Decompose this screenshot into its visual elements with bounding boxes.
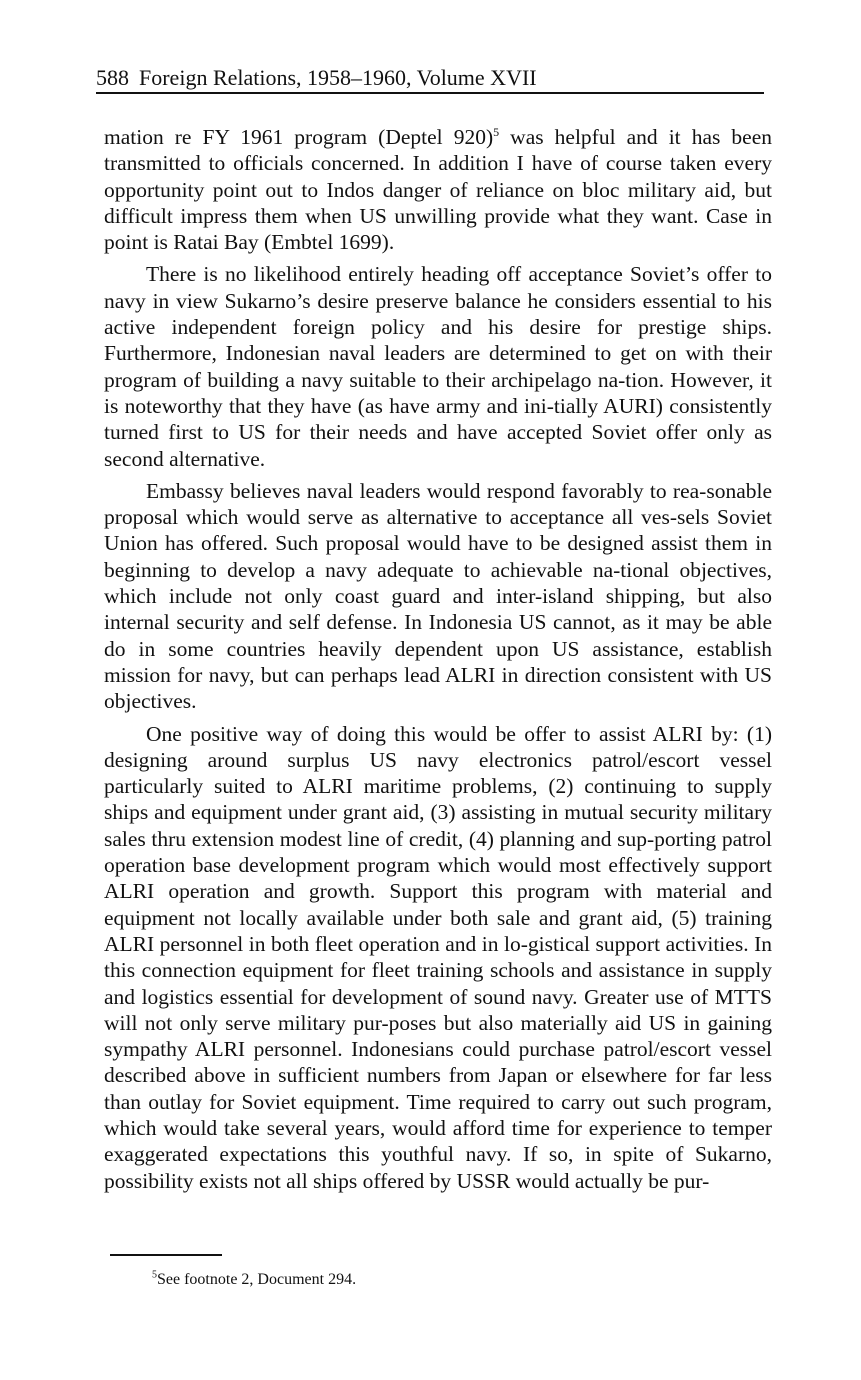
- footnote-marker: 5: [152, 1269, 157, 1281]
- running-head: [96, 64, 764, 92]
- footnote-rule: [110, 1254, 222, 1256]
- footnote-text: See footnote 2, Document 294.: [157, 1271, 357, 1288]
- paragraph-3: Embassy believes naval leaders would respond favorably to rea-sonable proposal which would serve as alternative to acceptance all ves-sels Soviet Union has offered. Such proposal would have to be designed assist them in beginning to develop a navy adequate to achievable na-tional objectives, which include not only coast guard and inter-island shipping, but also internal security and self defense. In Indonesia US cannot, as it may be able do in some countries heavily dependent upon US assistance, establish mission for navy, but can perhaps lead ALRI in direction consistent with US objectives.: [104, 478, 772, 714]
- paragraph-1-text-b: was helpful and it has been transmitted to officials concerned. In addition I have of course taken every opportunity point out to Indos danger of reliance on bloc military aid, but difficult impress them when US unwilling provide what they want. Case in point is Ratai Bay (Embtel 1699).: [104, 125, 772, 255]
- paragraph-1: [104, 124, 772, 255]
- page-number: 588: [96, 65, 129, 90]
- footnote-reference: 5: [493, 124, 500, 139]
- paragraph-1-text-a: mation re FY 1961 program (Deptel 920): [104, 125, 494, 149]
- footnote: [152, 1270, 356, 1290]
- volume-title: Foreign Relations, 1958–1960, Volume XVII: [139, 65, 537, 90]
- body-text: [104, 124, 772, 1200]
- header-rule: [96, 92, 764, 94]
- paragraph-4: One positive way of doing this would be offer to assist ALRI by: (1) designing around surplus US navy electronics patrol/escort vessel particularly suited to ALRI maritime problems, (2) continuing to supply ships and equipment under grant aid, (3) assisting in mutual security military sales thru extension modest line of credit, (4) planning and sup-porting patrol operation base development program which would most effectively support ALRI operation and growth. Support this program with material and equipment not locally available under both sale and grant aid, (5) training ALRI personnel in both fleet operation and in lo-gistical support activities. In this connection equipment for fleet training schools and assistance in supply and logistics essential for development of sound navy. Greater use of MTTS will not only serve military pur-poses but also materially aid US in gaining sympathy ALRI personnel. Indonesians could purchase patrol/escort vessel described above in sufficient numbers from Japan or elsewhere for far less than outlay for Soviet equipment. Time required to carry out such program, which would take several years, would afford time for experience to temper exaggerated expectations this youthful navy. If so, in spite of Sukarno, possibility exists not all ships offered by USSR would actually be pur-: [104, 721, 772, 1193]
- paragraph-2: There is no likelihood entirely heading off acceptance Soviet’s offer to navy in view Sukarno’s desire preserve balance he considers essential to his active independent foreign policy and his desire for prestige ships. Furthermore, Indonesian naval leaders are determined to get on with their program of building a navy suitable to their archipelago na-tion. However, it is noteworthy that they have (as have army and ini-tially AURI) consistently turned first to US for their needs and have accepted Soviet offer only as second alternative.: [104, 262, 772, 471]
